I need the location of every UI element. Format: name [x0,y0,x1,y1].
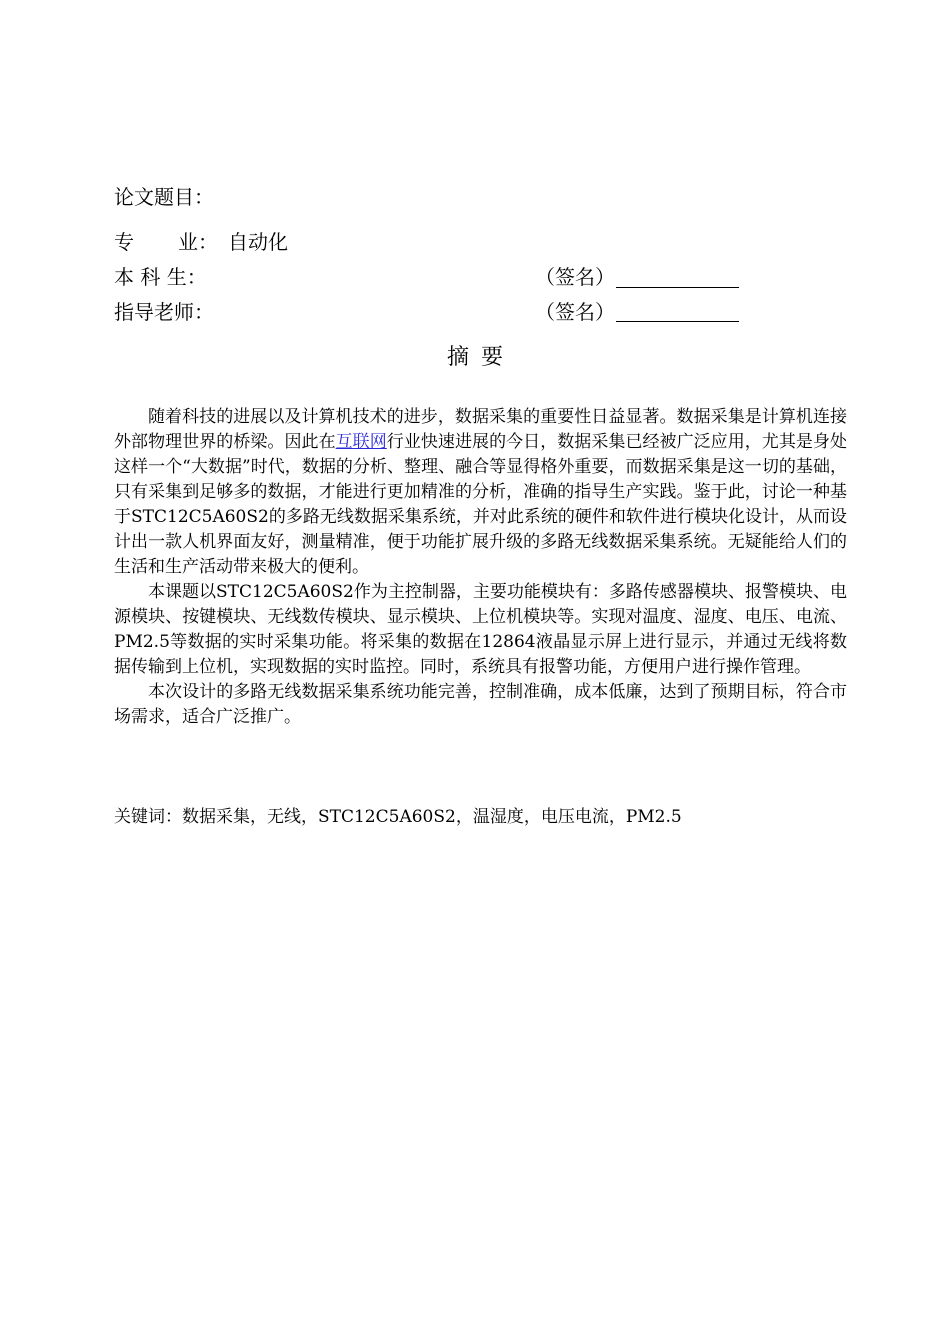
major-value: 自动化 [228,230,288,254]
keywords-line [114,805,682,830]
keywords-label: 关键词： [114,807,182,827]
internet-link[interactable]: 互联网 [335,432,387,452]
thesis-title-label: 论文题目： [114,185,214,209]
abstract-body [114,405,847,730]
abstract-paragraph-3: 本次设计的多路无线数据采集系统功能完善，控制准确，成本低廉，达到了预期目标，符合市场需求，适合广泛推广。 [114,682,847,727]
major-label-part1: 专 [114,230,134,254]
abstract-heading: 摘要 [446,345,515,370]
advisor-sign-label: （签名） [535,300,615,324]
advisor-label: 指导老师： [114,300,214,324]
student-signature-line [616,287,739,288]
abstract-paragraph-1 [114,405,847,580]
advisor-signature-line [616,321,739,322]
p1-text-before-link: 随着科技的进展以及计算机技术的进步，数据采集的重要性日益显著。数据采集是计算机连接外部物理世界的桥梁。因此在 [114,407,847,452]
major-label-part2: 业： [178,230,218,254]
student-sign-label: （签名） [535,265,615,289]
keywords-value: 数据采集，无线，STC12C5A60S2，温湿度，电压电流，PM2.5 [182,807,682,827]
major-field [114,230,288,254]
abstract-paragraph-2: 本课题以STC12C5A60S2作为主控制器，主要功能模块有：多路传感器模块、报警模块、电源模块、按键模块、无线数传模块、显示模块、上位机模块等。实现对温度、湿度、电压、电流、PM2.5等数据的实时采集功能。将采集的数据在12864液晶显示屏上进行显示，并通过无线将数据传输到上位机，实现数据的实时监控。同时，系统具有报警功能，方便用户进行操作管理。 [114,582,847,677]
p1-text-after-link: 行业快速进展的今日，数据采集已经被广泛应用，尤其是身处这样一个“大数据”时代，数据的分析、整理、融合等显得格外重要，而数据采集是这一切的基础，只有采集到足够多的数据，才能进行更加精准的分析，准确的指导生产实践。鉴于此，讨论一种基于STC12C5A60S2的多路无线数据采集系统，并对此系统的硬件和软件进行模块化设计，从而设计出一款人机界面友好，测量精准，便于功能扩展升级的多路无线数据采集系统。无疑能给人们的生活和生产活动带来极大的便利。 [114,432,848,577]
student-label: 本 科 生： [114,265,207,289]
